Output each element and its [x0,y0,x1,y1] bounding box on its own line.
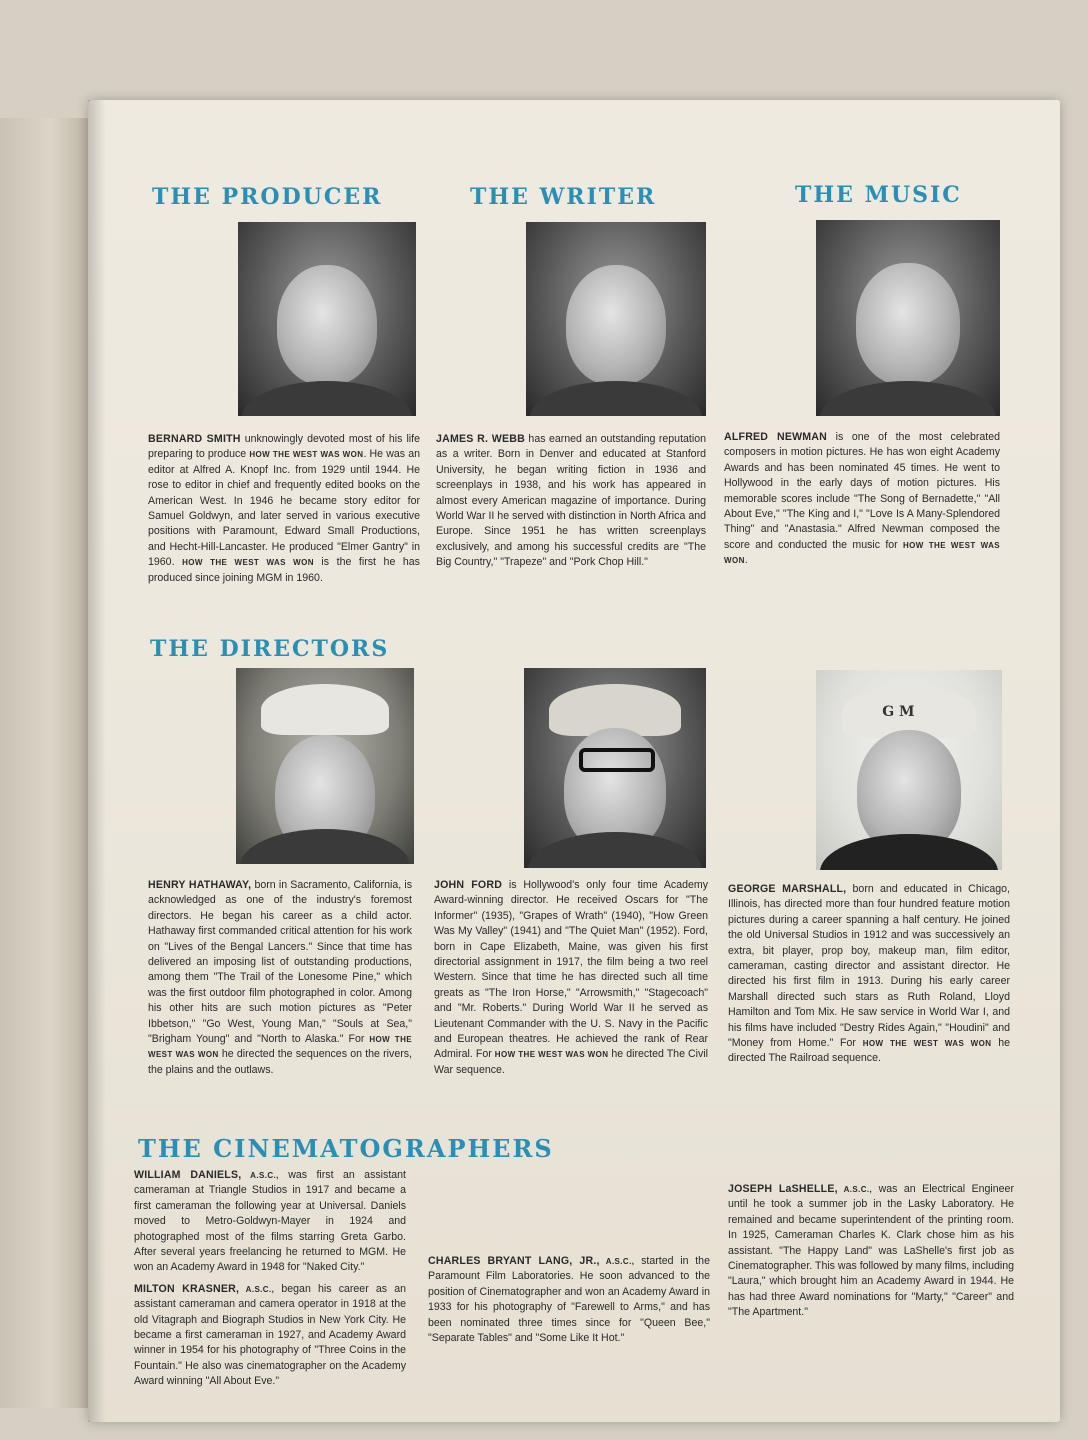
bio-name: HENRY HATHAWAY, [148,879,252,891]
bio-text: born and educated in Chicago, Illinois, has directed more than four hundred feature motion pictures during a career spanning a half century. He joined the old Universal Studios in 1912 and was successively an extra, bit player, prop boy, makeup man, film editor, cameraman, casting director and assistant director. He directed his first film in 1913. During his early career Marshall directed such stars as Ruth Roland, Lloyd Hamilton and Tom Mix. He saw service in World War I, and his films have included "Destry Rides Again," "Houdini" and "Money from Home." For [728,883,1010,1050]
film-title: HOW THE WEST WAS WON [148,1035,412,1060]
bio-text: is the first he has produced since joining MGM in 1960. [148,556,420,584]
bio-name: CHARLES BRYANT LANG, JR., [428,1255,600,1267]
bio-text: he directed the sequences on the rivers, the plains and the outlaws. [148,1048,412,1076]
asc-credit: A.S.C., [239,1284,275,1294]
heading-directors: THE DIRECTORS [150,636,390,662]
bio-name: WILLIAM DANIELS, [134,1169,242,1181]
photo-henry-hathaway [236,668,414,864]
photo-james-webb [526,222,706,416]
bio-name: MILTON KRASNER, [134,1282,240,1295]
bio-george-marshall [728,882,1010,1067]
heading-music: THE MUSIC [795,182,962,208]
bio-text: he directed The Railroad sequence. [728,1037,1010,1065]
photo-george-marshall [816,670,1002,870]
asc-credit: A.S.C., [599,1257,635,1266]
bio-john-ford [434,878,708,1078]
bio-james-webb [436,432,706,571]
page-gutter-shadow [88,100,106,1422]
bio-text: . [744,554,748,567]
asc-credit: A.S.C., [837,1185,873,1194]
bio-text: unknowingly devoted most of his life preparing to produce [148,433,420,461]
film-title: HOW THE WEST WAS WON [724,540,1001,566]
bio-name: BERNARD SMITH [148,433,241,445]
bio-text: . He was an editor at Alfred A. Knopf Inc. from 1929 until 1944. He rose to editor in chief and frequently edited books on the American West. In 1946 he became story editor for Samuel Goldwyn, and later served in various executive positions with Paramount, Edward Small Productions, and Hecht-Hill-Lancaster. He produced "Elmer Gantry" in 1960. [148,448,420,569]
heading-writer: THE WRITER [470,184,657,210]
bio-charles-bryant-lang [428,1254,710,1346]
bio-name: ALFRED NEWMAN [724,431,828,443]
bio-column-cinematographers-left [134,1168,406,1390]
bio-text: has earned an outstanding reputation as a writer. Born in Denver and educated at Stanford University, he began writing fiction in 1936 and screenplays in 1938, and his work has appeared in almost every American magazine of importance. During World War II he served with distinction in North Africa and Europe. Since 1951 he has written screenplays exclusively, and among his successful credits are "The Big Country," "Trapeze" and "Pork Chop Hill." [436,433,706,569]
bio-text: was an Electrical Engineer until he took a summer job in the Lasky Laboratory. He remained and became superintendent of the printing room. In 1925, Cameraman Charles K. Clark chose him as his assistant. "The Happy Land" was LaShelle's first job as Cinematographer. This was followed by many films, including "Laura," which brought him an Academy Award in 1944. He has had three Award nominations for "Marty," "Career" and "The Apartment." [728,1183,1014,1319]
bio-text: began his career as an assistant cameraman and camera operator in 1918 at the old Vitagraph and Biograph Studios in New York City. He became a first cameraman in 1927, and Academy Award winner in 1954 for his photography of "Three Coins in the Fountain." He also was cinematographer on the Academy Award winning "All About Eve." [134,1282,406,1388]
photo-alfred-newman [816,220,1000,416]
bio-name: JAMES R. WEBB [436,433,525,445]
photo-john-ford [524,668,706,868]
asc-credit: A.S.C., [241,1171,279,1180]
bio-text: was first an assistant cameraman at Triangle Studios in 1917 and became a first cameraman the following year at Universal. Daniels moved to Metro-Goldwyn-Mayer in 1924 and photographed most of the films starring Greta Garbo. After several years freelancing he returned to MGM. He won an Academy Award in 1948 for "Naked City." [134,1169,406,1274]
bio-text: is Hollywood's only four time Academy Award-winning director. He received Oscars for "The Informer" (1935), "Grapes of Wrath" (1940), "How Green Was My Valley" (1941) and "The Quiet Man" (1952). Ford, born in Cape Elizabeth, Maine, was given his first directorial assignment in 1917, the film being a two reel Western. Since that time he has directed such all time greats as "The Iron Horse," "Arrowsmith," "Stagecoach" and "Mr. Roberts." During World War II he served as Lieutenant Commander with the U. S. Navy in the Pacific and European theatres. He achieved the rank of Rear Admiral. For [434,879,708,1061]
bio-milton-krasner [134,1282,406,1390]
bio-text: is one of the most celebrated composers in motion pictures. He has won eight Academy Awards and has been nominated 45 times. He went to Hollywood in the early days of motion pictures. His memorable scores include "The Song of Bernadette," "All About Eve," "The King and I," "Love Is A Many-Splendored Thing" and "Anastasia." Alfred Newman composed the score and conducted the music for [724,431,1000,551]
bio-joseph-lashelle [728,1182,1014,1321]
bio-text: started in the Paramount Film Laboratories. He soon advanced to the position of Cinematographer and won an Academy Award in 1933 for his photography of "Farewell to Arms," and has been nominated three times since for "Queen Bee," "Separate Tables" and "Some Like It Hot." [428,1255,710,1345]
bio-text: born in Sacramento, California, is acknowledged as one of the industry's foremost directors. He began his career as a child actor. Hathaway first commanded critical attention for his work on "Lives of the Bengal Lancers." Since that time has delivered an imposing list of outstanding productions, among them "The Trail of the Lonesome Pine," which was the first outdoor film photographed in color. Among his other hits are such motion pictures as "Peter Ibbetson," "Go West, Young Man," "Souls at Sea," "Brigham Young" and "North to Alaska." For [148,879,412,1046]
bio-henry-hathaway [148,878,412,1078]
film-title: HOW THE WEST WAS WON [182,558,314,568]
bio-alfred-newman [724,430,1000,569]
bio-william-daniels [134,1168,406,1276]
bio-name: JOSEPH LaSHELLE, [728,1183,838,1195]
film-title: HOW THE WEST WAS WON [494,1050,609,1060]
bio-name: GEORGE MARSHALL, [728,883,847,895]
cap-logo-text: G M [882,703,915,720]
film-title: HOW THE WEST WAS WON [249,450,364,460]
photo-bernard-smith [238,222,416,416]
heading-producer: THE PRODUCER [152,184,383,210]
bio-text: he directed The Civil War sequence. [434,1048,708,1076]
heading-cinematographers: THE CINEMATOGRAPHERS [138,1134,554,1163]
facing-page-edge [0,118,92,1408]
bio-name: JOHN FORD [434,879,503,891]
bio-bernard-smith [148,432,420,586]
film-title: HOW THE WEST WAS WON [862,1039,992,1049]
